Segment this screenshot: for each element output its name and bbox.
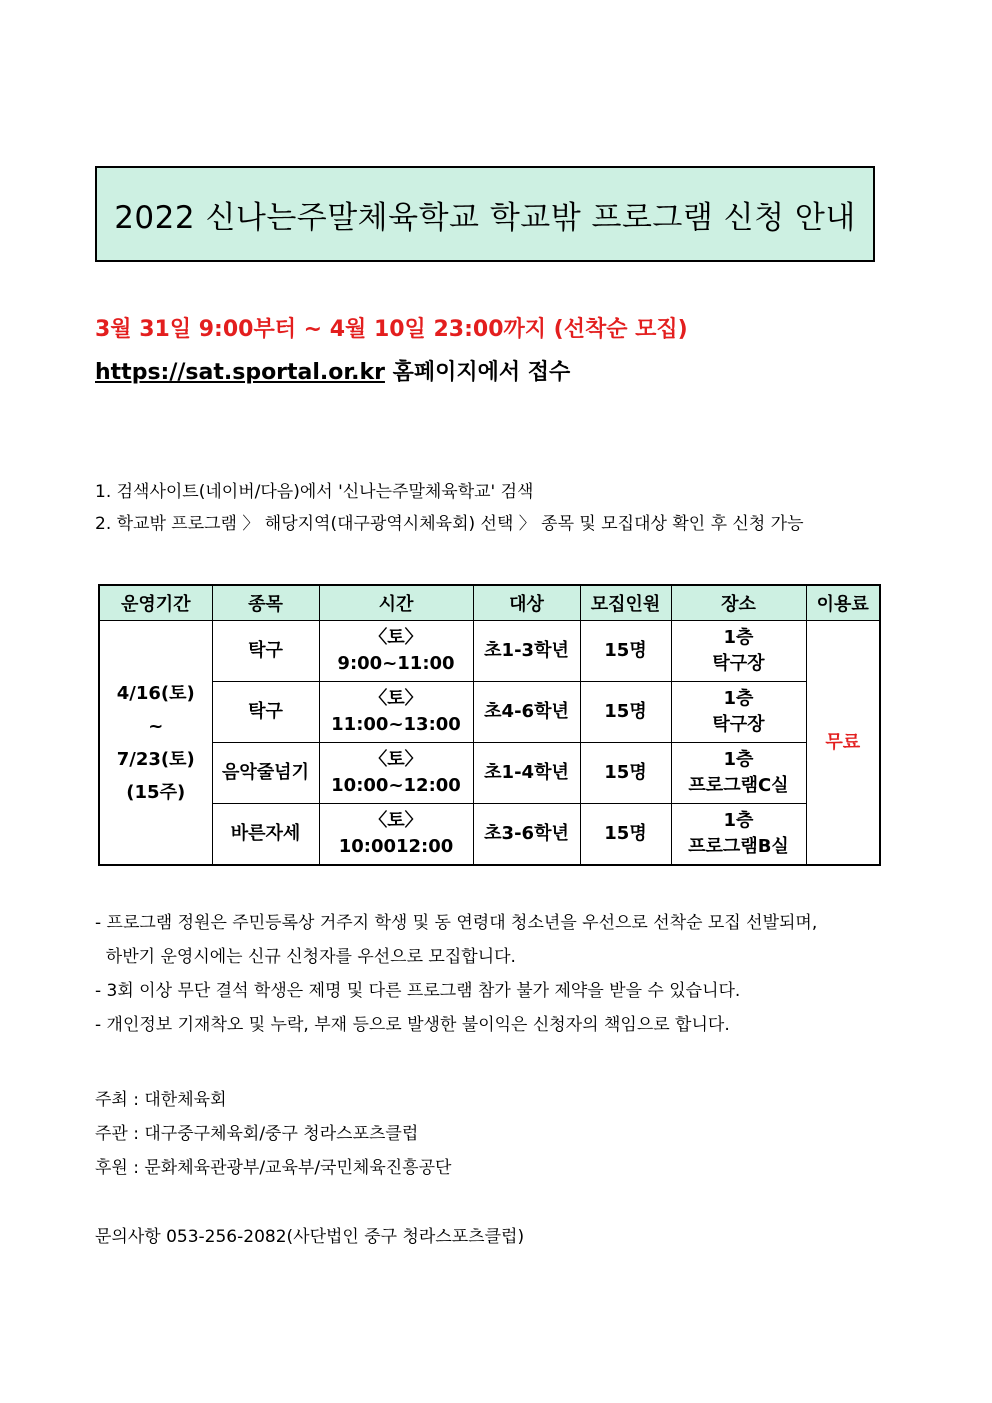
application-url-link[interactable]: https://sat.sportal.or.kr — [95, 360, 385, 385]
table-header-row — [99, 585, 880, 621]
header-place: 장소 — [671, 585, 806, 621]
place-cell: 1층 프로그램C실 — [671, 743, 806, 804]
time-cell: 〈토〉10:00~12:00 — [319, 743, 473, 804]
sport-cell: 음악줄넘기 — [212, 743, 319, 804]
header-fee: 이용료 — [806, 585, 880, 621]
organizers — [95, 1083, 451, 1185]
time-cell: 〈토〉9:00~11:00 — [319, 621, 473, 682]
program-table — [98, 584, 881, 866]
table-row — [99, 743, 880, 804]
application-steps — [95, 476, 804, 540]
note-item: - 3회 이상 무단 결석 학생은 제명 및 다른 프로그램 참가 불가 제약을 받을 수 있습니다. — [95, 981, 741, 1001]
sport-cell: 탁구 — [212, 682, 319, 743]
header-sport: 종목 — [212, 585, 319, 621]
notes-list — [95, 906, 817, 1042]
place-cell: 1층 탁구장 — [671, 621, 806, 682]
header-time: 시간 — [319, 585, 473, 621]
note-item: 하반기 운영시에는 신규 신청자를 우선으로 모집합니다. — [95, 947, 516, 967]
period-cell: 4/16(토) ~ 7/23(토) (15주) — [99, 621, 212, 866]
target-cell: 초4-6학년 — [473, 682, 580, 743]
application-period: 3월 31일 9:00부터 ~ 4월 10일 23:00까지 (선착순 모집) — [95, 317, 688, 342]
note-item: - 프로그램 정원은 주민등록상 거주지 학생 및 동 연령대 청소년을 우선으로 선착순 모집 선발되며, — [95, 913, 818, 933]
url-suffix: 홈페이지에서 접수 — [384, 360, 571, 385]
page-title: 2022 신나는주말체육학교 학교밖 프로그램 신청 안내 — [114, 199, 856, 236]
target-cell: 초1-3학년 — [473, 621, 580, 682]
header-count: 모집인원 — [580, 585, 671, 621]
sport-cell: 탁구 — [212, 621, 319, 682]
count-cell: 15명 — [580, 804, 671, 866]
header-period: 운영기간 — [99, 585, 212, 621]
table-row — [99, 621, 880, 682]
application-url-line — [95, 355, 570, 386]
contact-info: 문의사항 053-256-2082(사단법인 중구 청라스포츠클럽) — [95, 1227, 525, 1247]
sport-cell: 바른자세 — [212, 804, 319, 866]
note-item: - 개인정보 기재착오 및 누락, 부재 등으로 발생한 불이익은 신청자의 책임으로 합니다. — [95, 1015, 730, 1035]
step-item: 1. 검색사이트(네이버/다음)에서 '신나는주말체육학교' 검색 — [95, 482, 534, 502]
header-target: 대상 — [473, 585, 580, 621]
target-cell: 초1-4학년 — [473, 743, 580, 804]
fee-cell: 무료 — [806, 621, 880, 866]
organizer-line: 주관 : 대구중구체육회/중구 청라스포츠클럽 — [95, 1124, 419, 1144]
title-box — [95, 166, 875, 262]
time-cell: 〈토〉10:0012:00 — [319, 804, 473, 866]
count-cell: 15명 — [580, 682, 671, 743]
place-cell: 1층 탁구장 — [671, 682, 806, 743]
host-line: 주최 : 대한체육회 — [95, 1090, 227, 1110]
table-row — [99, 682, 880, 743]
time-cell: 〈토〉11:00~13:00 — [319, 682, 473, 743]
place-cell: 1층 프로그램B실 — [671, 804, 806, 866]
sponsor-line: 후원 : 문화체육관광부/교육부/국민체육진흥공단 — [95, 1158, 452, 1178]
count-cell: 15명 — [580, 743, 671, 804]
table-row — [99, 804, 880, 866]
count-cell: 15명 — [580, 621, 671, 682]
step-item: 2. 학교밖 프로그램 〉 해당지역(대구광역시체육회) 선택 〉 종목 및 모집대상 확인 후 신청 가능 — [95, 514, 804, 534]
target-cell: 초3-6학년 — [473, 804, 580, 866]
